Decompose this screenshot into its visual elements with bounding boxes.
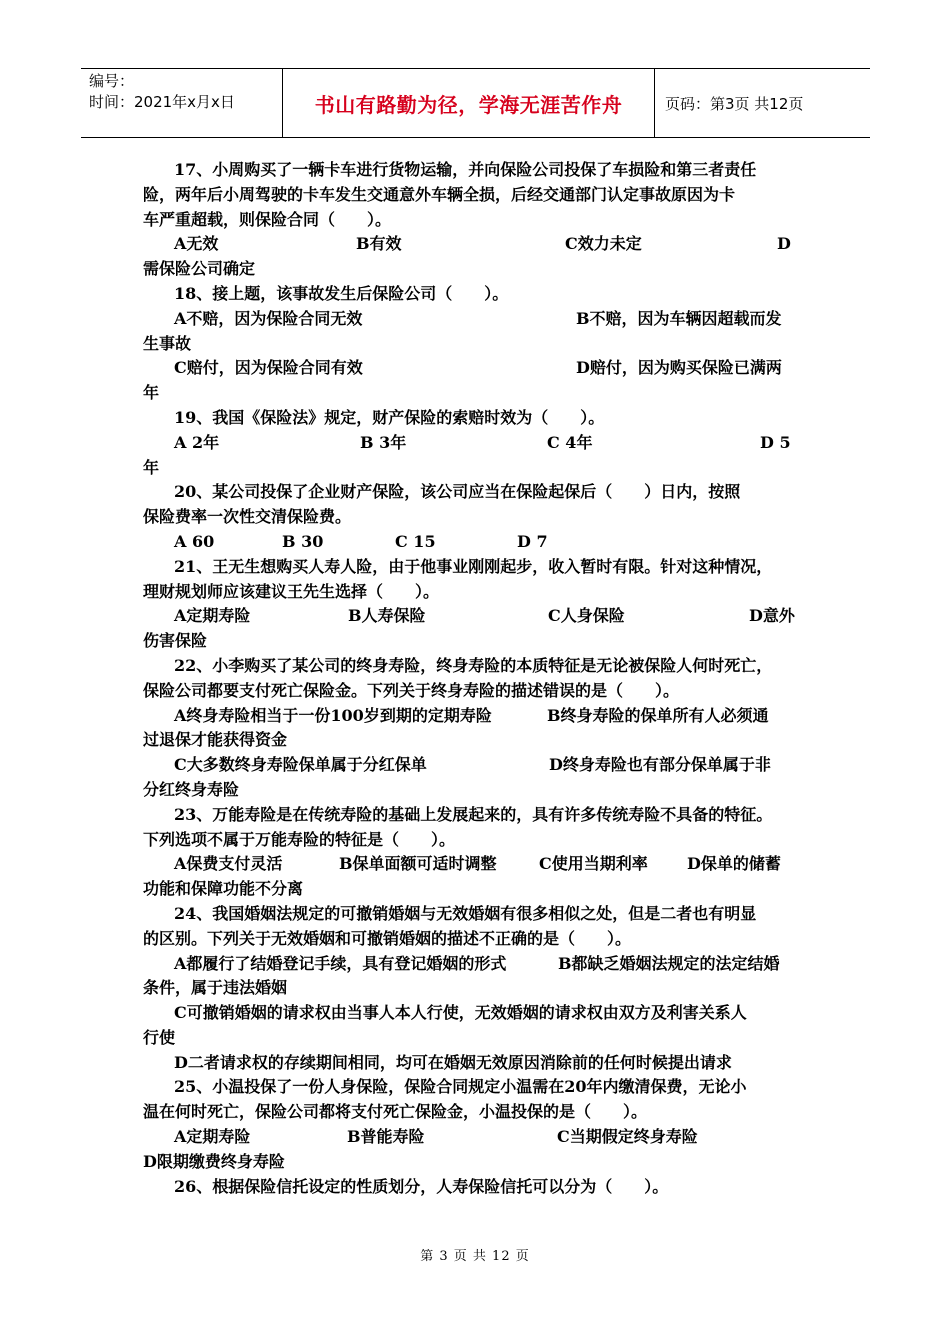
document-date-label: 时间：2021年x月x日 [89,93,235,111]
option-c: C可撤销婚姻的请求权由当事人本人行使，无效婚姻的请求权由双方及利害关系人 [174,1003,747,1023]
question-17-options [143,232,818,257]
question-18: 18、接上题，该事故发生后保险公司（ ）。 [174,283,509,303]
header-info-cell [81,69,283,137]
option-d-continued: 年 [143,383,160,403]
option-c: C人身保险 [548,606,625,626]
option-d-continued: 年 [143,457,160,477]
question-21-options [143,604,818,629]
option-d: D意外 [749,606,795,626]
option-d-continued: 功能和保障功能不分离 [143,879,304,899]
exam-questions [143,158,818,1199]
header-page-label: 页码：第3页 共12页 [665,94,804,113]
option-c: C当期假定终身寿险 [557,1127,698,1147]
question-25-text: 温在何时死亡，保险公司都将支付死亡保险金，小温投保的是（ ）。 [143,1102,648,1122]
question-19: 19、我国《保险法》规定，财产保险的索赔时效为（ ）。 [174,407,605,427]
question-21: 21、王无生想购买人寿人险，由于他事业刚刚起步，收入暂时有限。针对这种情况， [174,556,773,576]
option-b: B 30 [282,531,324,551]
option-d-continued: 分红终身寿险 [143,779,240,799]
question-24: 24、我国婚姻法规定的可撤销婚姻与无效婚姻有很多相似之处，但是二者也有明显 [174,903,757,923]
option-b: B普能寿险 [347,1127,425,1147]
header-motto: 书山有路勤为径，学海无涯苦作舟 [283,69,655,137]
question-23: 23、万能寿险是在传统寿险的基础上发展起来的，具有许多传统寿险不具备的特征。 [174,804,773,824]
option-b: B终身寿险的保单所有人必须通 [547,705,769,725]
option-d: D [777,234,791,254]
option-d-continued: 伤害保险 [143,631,208,651]
question-20: 20、某公司投保了企业财产保险，该公司应当在保险起保后（ ）日内，按照 [174,482,741,502]
option-a: A定期寿险 [174,606,251,626]
question-21-text: 理财规划师应该建议王先生选择（ ）。 [143,581,440,601]
option-b-continued: 生事故 [143,333,192,353]
option-d: D二者请求权的存续期间相同，均可在婚姻无效原因消除前的任何时候提出请求 [174,1052,732,1072]
question-17-text: 险，两年后小周驾驶的卡车发生交通意外车辆全损，后经交通部门认定事故原因为卡 [143,184,736,204]
option-c-continued: 行使 [143,1027,176,1047]
option-d: D 7 [517,531,548,551]
option-b: B 3年 [360,432,407,452]
option-a: A 2年 [174,432,220,452]
option-d: D赔付，因为购买保险已满两 [576,358,782,378]
document-number-label: 编号： [89,72,135,90]
question-17-text: 车严重超载，则保险合同（ ）。 [143,209,392,229]
question-19-options [143,431,818,456]
question-22: 22、小李购买了某公司的终身寿险，终身寿险的本质特征是无论被保险人何时死亡， [174,655,773,675]
question-22-options [143,704,818,729]
option-d: D 5 [760,432,791,452]
question-18-options [143,307,818,332]
page-header [81,68,870,138]
option-b: B不赔，因为车辆因超载而发 [576,308,782,328]
option-a: A无效 [174,234,219,254]
option-b: B有效 [356,234,402,254]
option-d: D限期缴费终身寿险 [143,1151,285,1171]
question-20-text: 保险费率一次性交清保险费。 [143,507,352,527]
option-d-continued: 需保险公司确定 [143,259,256,279]
question-23-text: 下列选项不属于万能寿险的特征是（ ）。 [143,829,456,849]
option-c: C赔付，因为保险合同有效 [174,358,363,378]
question-24-options [143,952,818,977]
option-c: C 4年 [547,432,593,452]
option-b: B人寿保险 [348,606,426,626]
option-b-continued: 条件，属于违法婚姻 [143,978,288,998]
option-d: D保单的储蓄 [687,854,781,874]
question-22-options [143,753,818,778]
option-a: A都履行了结婚登记手续，具有登记婚姻的形式 [174,953,507,973]
option-a: A 60 [174,531,215,551]
option-a: A定期寿险 [174,1127,251,1147]
question-23-options [143,852,818,877]
question-18-options [143,356,818,381]
option-a: A保费支付灵活 [174,854,283,874]
option-b: B保单面额可适时调整 [339,854,497,874]
option-d: D终身寿险也有部分保单属于非 [549,755,771,775]
question-26: 26、根据保险信托设定的性质划分，人寿保险信托可以分为（ ）。 [174,1176,669,1196]
option-b-continued: 过退保才能获得资金 [143,730,288,750]
option-a: A终身寿险相当于一份100岁到期的定期寿险 [174,705,492,725]
option-c: C 15 [395,531,436,551]
question-25-options [143,1125,818,1150]
question-25: 25、小温投保了一份人身保险，保险合同规定小温需在20年内缴清保费，无论小 [174,1077,747,1097]
question-24-text: 的区别。下列关于无效婚姻和可撤销婚姻的描述不正确的是（ ）。 [143,928,632,948]
question-20-options [143,530,818,555]
option-c: C使用当期利率 [539,854,648,874]
option-c: C效力未定 [565,234,642,254]
option-b: B都缺乏婚姻法规定的法定结婚 [558,953,780,973]
option-c: C大多数终身寿险保单属于分红保单 [174,755,427,775]
page-footer: 第 3 页 共 12 页 [420,1249,530,1264]
question-17: 17、小周购买了一辆卡车进行货物运输，并向保险公司投保了车损险和第三者责任 [174,160,757,179]
question-22-text: 保险公司都要支付死亡保险金。下列关于终身寿险的描述错误的是（ ）。 [143,680,680,700]
option-a: A不赔，因为保险合同无效 [174,308,363,328]
